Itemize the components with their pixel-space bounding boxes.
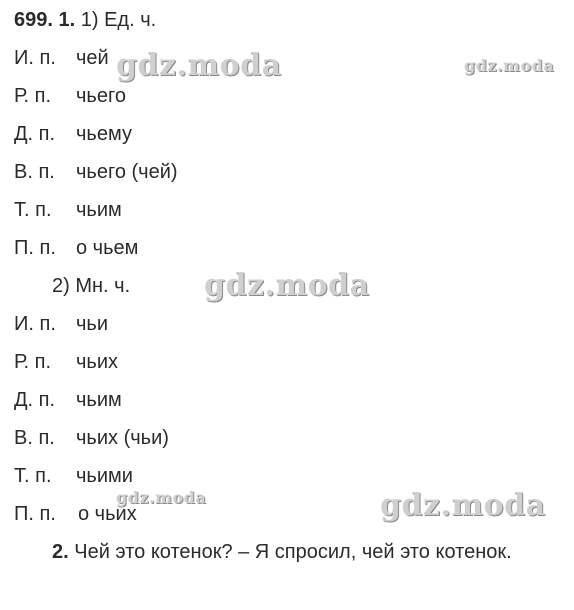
singular-row (14, 122, 132, 146)
singular-row (14, 236, 138, 260)
singular-row (14, 160, 178, 184)
part2-text: Чей это котенок? – Я спросил, чей это котенок. (74, 541, 512, 563)
part1-number: 1. (58, 9, 76, 31)
case-label: П. п. (14, 503, 56, 525)
case-form: чьего (76, 85, 126, 107)
case-form: чьи (76, 313, 109, 335)
case-label: И. п. (14, 47, 56, 69)
part2-line (52, 540, 512, 564)
case-form: чьим (76, 389, 122, 411)
case-form: чьих (76, 351, 119, 373)
case-label: Р. п. (14, 351, 52, 373)
case-label: Д. п. (14, 123, 56, 145)
watermark-logo: gdz.moda (116, 48, 282, 83)
subheading-plural: 2) Мн. ч. (52, 275, 131, 297)
plural-row (14, 426, 169, 450)
plural-row (14, 312, 108, 336)
watermark-logo: gdz.moda (204, 268, 370, 303)
singular-row (14, 84, 126, 108)
case-form: чьему (76, 123, 132, 145)
part2-number: 2. (52, 541, 69, 563)
case-label: Т. п. (14, 465, 52, 487)
case-form: чей (76, 47, 109, 69)
case-form: чьим (76, 199, 122, 221)
case-label: В. п. (14, 161, 55, 183)
plural-row (14, 350, 118, 374)
case-label: Т. п. (14, 199, 52, 221)
plural-row (14, 502, 137, 526)
subheading-singular: 1) Ед. ч. (80, 9, 157, 31)
watermark-logo: gdz.moda (464, 56, 555, 75)
task-header (14, 8, 156, 32)
case-label: Р. п. (14, 85, 52, 107)
watermark-logo: gdz.moda (380, 488, 546, 523)
case-form: чьего (чей) (76, 161, 178, 183)
singular-row (14, 198, 122, 222)
plural-row (14, 388, 122, 412)
case-form: о чьих (78, 503, 137, 525)
case-label: В. п. (14, 427, 55, 449)
task-number: 699. (14, 9, 53, 31)
case-label: И. п. (14, 313, 56, 335)
case-label: Д. п. (14, 389, 56, 411)
plural-row (14, 464, 133, 488)
case-label: П. п. (14, 237, 56, 259)
case-form: чьих (чьи) (76, 427, 169, 449)
singular-row (14, 46, 109, 70)
case-form: чьими (76, 465, 133, 487)
watermark-logo: gdz.moda (116, 488, 207, 507)
case-form: о чьем (76, 237, 139, 259)
